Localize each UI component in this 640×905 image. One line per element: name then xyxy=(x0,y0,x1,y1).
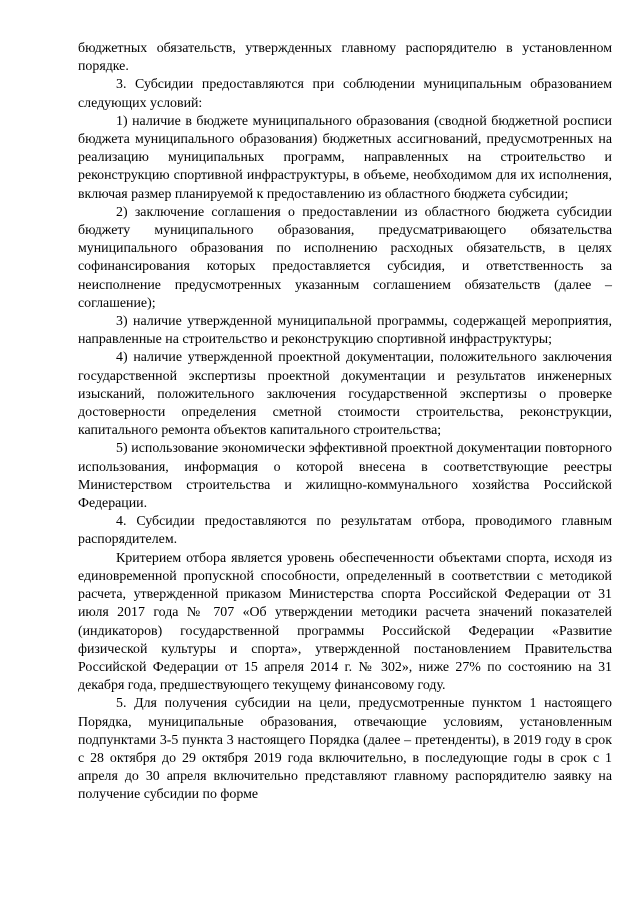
paragraph-3: 1) наличие в бюджете муниципального образования (сводной бюджетной росписи бюджета муниципального образования) бюджетных ассигнований, предусмотренных на реализацию муниципальных программ, направленных на строительство и реконструкцию спортивной инфраструктуры, в объеме, необходимом для их исполнения, включая размер планируемой к предоставлению из областного бюджета субсидии; xyxy=(78,113,612,202)
paragraph-8: 4. Субсидии предоставляются по результатам отбора, проводимого главным распорядителем. xyxy=(78,514,612,548)
document-page xyxy=(78,40,612,805)
paragraph-6: 4) наличие утвержденной проектной документации, положительного заключения государственной экспертизы проектной документации и результатов инженерных изысканий, положительного заключения государственной экспертизы о проверке достоверности определения сметной стоимости строительства, реконструкции, капитального ремонта объектов капитального строительства; xyxy=(78,350,612,439)
paragraph-7: 5) использование экономически эффективной проектной документации повторного использования, информация о которой внесена в соответствующие реестры Министерством строительства и жилищно-коммунального хозяйства Российской Федерации. xyxy=(78,441,612,512)
paragraph-10: 5. Для получения субсидии на цели, предусмотренные пунктом 1 настоящего Порядка, муниципальные образования, отвечающие условиям, установленным подпунктами 3-5 пункта 3 настоящего Порядка (далее – претенденты), в 2019 году в срок с 28 октября до 29 октября 2019 года включительно, в последующие годы в срок с 1 апреля до 30 апреля включительно представляют главному распорядителю заявку на получение субсидии по форме xyxy=(78,696,612,803)
paragraph-5: 3) наличие утвержденной муниципальной программы, содержащей мероприятия, направленные на строительство и реконструкцию спортивной инфраструктуры; xyxy=(78,314,612,348)
paragraph-9: Критерием отбора является уровень обеспеченности объектами спорта, исходя из единовременной пропускной способности, определенный в соответствии с методикой расчета, утвержденной приказом Министерства спорта Российской Федерации от 31 июля 2017 года № 707 «Об утверждении методики расчета значений показателей (индикаторов) государственной программы Российской Федерации «Развитие физической культуры и спорта», утвержденной постановлением Правительства Российской Федерации от 15 апреля 2014 г. № 302», ниже 27% по состоянию на 31 декабря года, предшествующего текущему финансовому году. xyxy=(78,550,612,694)
paragraph-2: 3. Субсидии предоставляются при соблюдении муниципальным образованием следующих условий: xyxy=(78,77,612,111)
paragraph-4: 2) заключение соглашения о предоставлении из областного бюджета субсидии бюджету муниципального образования, предусматривающего обязательства муниципального образования по исполнению расходных обязательств, в целях софинансирования которых предоставляется субсидия, и ответственность за неисполнение предусмотренных указанным соглашением обязательств (далее – соглашение); xyxy=(78,204,612,311)
paragraph-1: бюджетных обязательств, утвержденных главному распорядителю в установленном порядке. xyxy=(78,41,612,75)
